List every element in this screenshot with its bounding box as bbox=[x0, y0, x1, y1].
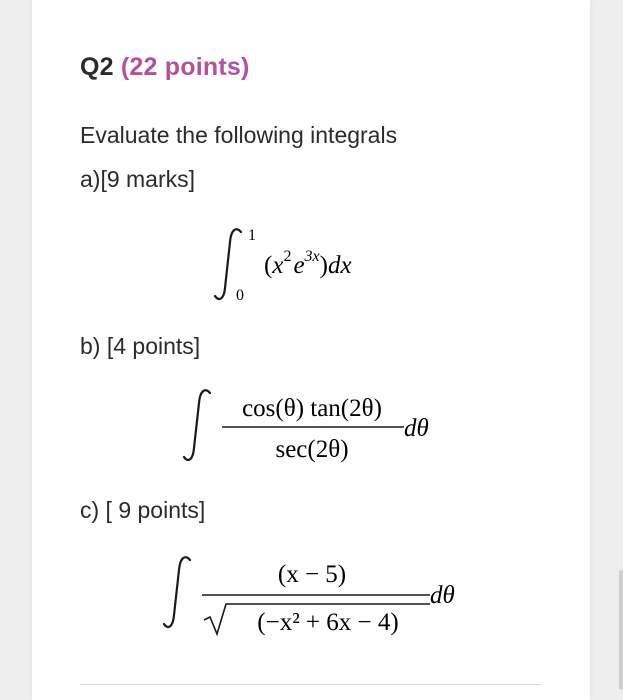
instructions-text: Evaluate the following integrals bbox=[80, 122, 398, 148]
close-paren: ) bbox=[319, 252, 328, 279]
fraction-numerator: cos(θ) tan(2θ) bbox=[242, 395, 382, 422]
open-paren: ( bbox=[264, 252, 273, 279]
question-title bbox=[80, 53, 250, 82]
differential: dθ bbox=[430, 582, 455, 609]
differential: dx bbox=[327, 252, 352, 279]
section-divider bbox=[80, 684, 542, 685]
lower-limit: 0 bbox=[236, 287, 244, 304]
integrand bbox=[264, 248, 352, 279]
integral-sign bbox=[184, 390, 210, 460]
e-exponent: 3x bbox=[304, 248, 320, 265]
fraction-numerator: (x − 5) bbox=[277, 561, 347, 588]
variable-x: x bbox=[272, 252, 284, 279]
euler-e: e bbox=[293, 252, 305, 279]
upper-limit: 1 bbox=[248, 227, 256, 244]
question-card bbox=[32, 0, 590, 700]
differential: dθ bbox=[404, 415, 429, 442]
fraction-denominator: sec(2θ) bbox=[275, 436, 349, 463]
question-label: Q2 bbox=[80, 53, 114, 81]
fraction-denominator: (−x² + 6x − 4) bbox=[257, 609, 399, 636]
question-points: (22 points) bbox=[120, 53, 250, 81]
part-c-label: c) [ 9 points] bbox=[80, 497, 206, 523]
scrollbar[interactable] bbox=[619, 570, 623, 690]
part-b-integral bbox=[182, 385, 482, 470]
part-a-integral bbox=[212, 220, 432, 308]
part-a-label: a)[9 marks] bbox=[80, 166, 196, 192]
part-c-integral bbox=[162, 550, 482, 645]
integral-sign bbox=[164, 557, 190, 627]
part-b-label: b) [4 points] bbox=[80, 333, 201, 359]
x-exponent: 2 bbox=[283, 248, 292, 265]
